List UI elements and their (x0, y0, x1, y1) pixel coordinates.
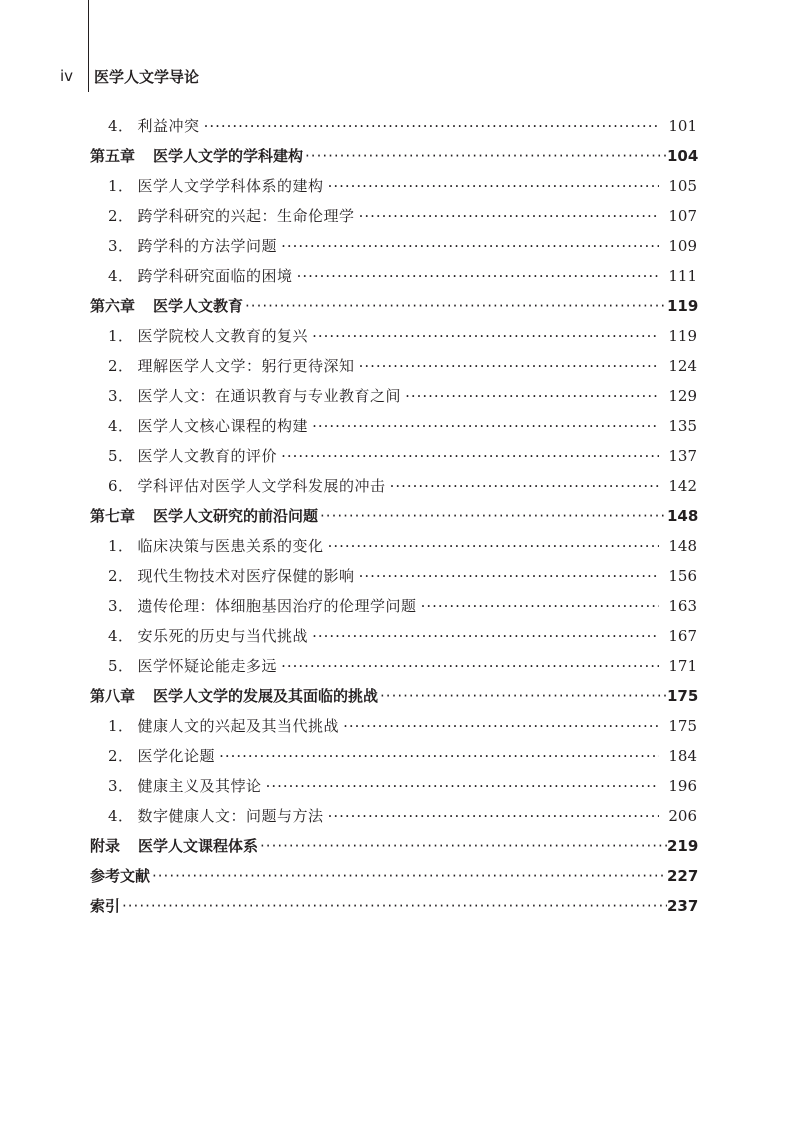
toc-entry-page: 148 (668, 537, 697, 555)
toc-entry-title: 数字健康人文：问题与方法 (137, 807, 324, 825)
toc-entry-number: 1． (108, 537, 134, 555)
toc-entry-label (108, 771, 262, 801)
toc-entry-page: 175 (668, 717, 697, 735)
toc-entry-number: 1． (108, 177, 134, 195)
toc-entry-label (108, 411, 308, 441)
dot-leader (281, 231, 659, 261)
toc-chapter-entry (0, 141, 697, 171)
toc-entry-number: 第六章 (90, 297, 136, 315)
toc-section-entry (0, 441, 697, 471)
toc-entry-number: 2． (108, 357, 134, 375)
toc-entry-label (90, 501, 318, 531)
toc-section-entry (0, 111, 697, 141)
toc-entry-number: 4． (108, 117, 134, 135)
dot-leader (297, 261, 659, 291)
toc-entry-number: 5． (108, 657, 134, 675)
toc-entry-label (90, 891, 120, 921)
toc-chapter-entry (0, 501, 697, 531)
dot-leader (328, 801, 659, 831)
toc-entry-title: 利益冲突 (137, 117, 200, 135)
toc-entry-page: 104 (667, 147, 699, 165)
toc-entry-page: 219 (667, 837, 699, 855)
toc-entry-page: 142 (668, 477, 697, 495)
toc-entry-title: 临床决策与医患关系的变化 (137, 537, 324, 555)
toc-section-entry (0, 651, 697, 681)
toc-entry-title: 参考文献 (90, 867, 151, 885)
toc-entry-page: 148 (667, 507, 699, 525)
toc-entry-page: 171 (668, 657, 697, 675)
toc-entry-number: 2． (108, 747, 134, 765)
toc-entry-number: 第八章 (90, 687, 136, 705)
toc-entry-page: 111 (668, 267, 697, 285)
toc-entry-page: 137 (668, 447, 697, 465)
toc-section-entry (0, 561, 697, 591)
dot-leader (359, 351, 659, 381)
toc-entry-label (108, 471, 386, 501)
dot-leader (359, 201, 659, 231)
toc-entry-label (108, 711, 339, 741)
toc-entry-title: 安乐死的历史与当代挑战 (137, 627, 309, 645)
toc-entry-title: 医学化论题 (137, 747, 216, 765)
page-number: iv (60, 67, 74, 85)
toc-entry-page: 163 (668, 597, 697, 615)
toc-entry-number: 1． (108, 717, 134, 735)
toc-entry-label (108, 591, 417, 621)
toc-entry-page: 175 (667, 687, 699, 705)
toc-entry-title: 医学人文核心课程的构建 (137, 417, 309, 435)
toc-entry-title: 跨学科研究的兴起：生命伦理学 (137, 207, 355, 225)
dot-leader (305, 141, 667, 171)
dot-leader (320, 501, 667, 531)
toc-entry-label (90, 141, 303, 171)
dot-leader (152, 861, 667, 891)
toc-section-entry (0, 381, 697, 411)
toc-entry-number: 6． (108, 477, 134, 495)
dot-leader (328, 531, 659, 561)
toc-entry-title: 医学人文学的发展及其面临的挑战 (153, 687, 379, 705)
toc-entry-label (90, 291, 243, 321)
toc-section-entry (0, 321, 697, 351)
toc-entry-label (108, 321, 308, 351)
toc-entry-title: 索引 (90, 897, 121, 915)
dot-leader (405, 381, 659, 411)
toc-entry-page: 105 (668, 177, 697, 195)
toc-chapter-entry (0, 861, 697, 891)
toc-entry-label (90, 861, 150, 891)
toc-section-entry (0, 621, 697, 651)
toc-section-entry (0, 801, 697, 831)
toc-section-entry (0, 531, 697, 561)
toc-entry-page: 196 (668, 777, 697, 795)
toc-entry-page: 184 (668, 747, 697, 765)
toc-entry-title: 医学人文：在通识教育与专业教育之间 (137, 387, 402, 405)
toc-entry-number: 3． (108, 777, 134, 795)
toc-entry-page: 129 (668, 387, 697, 405)
toc-entry-title: 理解医学人文学：躬行更待深知 (137, 357, 355, 375)
dot-leader (421, 591, 659, 621)
toc-entry-number: 3． (108, 387, 134, 405)
toc-entry-label (108, 441, 277, 471)
toc-section-entry (0, 231, 697, 261)
toc-entry-title: 遗传伦理：体细胞基因治疗的伦理学问题 (137, 597, 417, 615)
toc-entry-page: 119 (667, 297, 699, 315)
toc-entry-label (108, 621, 308, 651)
dot-leader (312, 411, 659, 441)
toc-entry-label (108, 231, 277, 261)
toc-entry-label (108, 561, 355, 591)
toc-entry-label (90, 831, 258, 861)
toc-chapter-entry (0, 291, 697, 321)
toc-entry-label (108, 111, 200, 141)
toc-entry-page: 101 (668, 117, 697, 135)
toc-entry-label (108, 201, 355, 231)
toc-entry-title: 医学人文学的学科建构 (153, 147, 304, 165)
toc-entry-title: 医学人文教育的评价 (137, 447, 278, 465)
toc-entry-number: 4． (108, 267, 134, 285)
toc-entry-number: 1． (108, 327, 134, 345)
toc-entry-label (90, 681, 378, 711)
toc-entry-title: 医学人文学学科体系的建构 (137, 177, 324, 195)
toc-entry-title: 医学院校人文教育的复兴 (137, 327, 309, 345)
dot-leader (266, 771, 659, 801)
toc-entry-label (108, 651, 277, 681)
dot-leader (122, 891, 667, 921)
toc-entry-title: 跨学科研究面临的困境 (137, 267, 293, 285)
toc-entry-label (108, 741, 215, 771)
running-header (60, 66, 199, 86)
dot-leader (245, 291, 667, 321)
dot-leader (281, 441, 659, 471)
toc-entry-page: 237 (667, 897, 699, 915)
toc-entry-page: 206 (668, 807, 697, 825)
toc-entry-number: 4． (108, 807, 134, 825)
toc-entry-title: 医学人文研究的前沿问题 (153, 507, 319, 525)
toc-chapter-entry (0, 831, 697, 861)
toc-section-entry (0, 261, 697, 291)
toc-entry-label (108, 381, 401, 411)
toc-entry-page: 135 (668, 417, 697, 435)
toc-section-entry (0, 351, 697, 381)
toc-entry-title: 健康主义及其悖论 (137, 777, 262, 795)
toc-entry-title: 医学怀疑论能走多远 (137, 657, 278, 675)
toc-section-entry (0, 771, 697, 801)
toc-entry-label (108, 801, 324, 831)
toc-entry-number: 4． (108, 417, 134, 435)
dot-leader (312, 621, 659, 651)
dot-leader (343, 711, 659, 741)
book-title: 医学人文学导论 (94, 67, 200, 86)
toc-entry-number: 附录 (90, 837, 121, 855)
dot-leader (328, 171, 659, 201)
toc-entry-number: 3． (108, 597, 134, 615)
toc-entry-title: 现代生物技术对医疗保健的影响 (137, 567, 355, 585)
toc-section-entry (0, 201, 697, 231)
toc-section-entry (0, 591, 697, 621)
toc-entry-number: 2． (108, 207, 134, 225)
dot-leader (390, 471, 659, 501)
toc-section-entry (0, 711, 697, 741)
toc-entry-title: 健康人文的兴起及其当代挑战 (137, 717, 340, 735)
toc-entry-page: 124 (668, 357, 697, 375)
toc-section-entry (0, 471, 697, 501)
toc-entry-title: 跨学科的方法学问题 (137, 237, 278, 255)
toc-entry-title: 医学人文教育 (153, 297, 244, 315)
dot-leader (204, 111, 659, 141)
dot-leader (281, 651, 659, 681)
dot-leader (260, 831, 667, 861)
toc-entry-page: 107 (668, 207, 697, 225)
toc-entry-page: 167 (668, 627, 697, 645)
toc-entry-label (108, 531, 324, 561)
toc-entry-page: 156 (668, 567, 697, 585)
toc-entry-label (108, 261, 293, 291)
toc-entry-title: 学科评估对医学人文学科发展的冲击 (137, 477, 386, 495)
toc-entry-page: 119 (668, 327, 697, 345)
toc-entry-label (108, 351, 355, 381)
toc-entry-number: 3． (108, 237, 134, 255)
toc-entry-title: 医学人文课程体系 (138, 837, 259, 855)
toc-entry-page: 109 (668, 237, 697, 255)
toc-entry-number: 4． (108, 627, 134, 645)
toc-entry-number: 第七章 (90, 507, 136, 525)
toc-section-entry (0, 171, 697, 201)
toc-section-entry (0, 411, 697, 441)
dot-leader (380, 681, 667, 711)
toc-entry-label (108, 171, 324, 201)
toc-entry-number: 第五章 (90, 147, 136, 165)
toc-chapter-entry (0, 681, 697, 711)
toc-entry-page: 227 (667, 867, 699, 885)
toc-chapter-entry (0, 891, 697, 921)
toc-entry-number: 2． (108, 567, 134, 585)
toc-entry-number: 5． (108, 447, 134, 465)
toc-section-entry (0, 741, 697, 771)
dot-leader (312, 321, 659, 351)
dot-leader (359, 561, 659, 591)
dot-leader (219, 741, 659, 771)
